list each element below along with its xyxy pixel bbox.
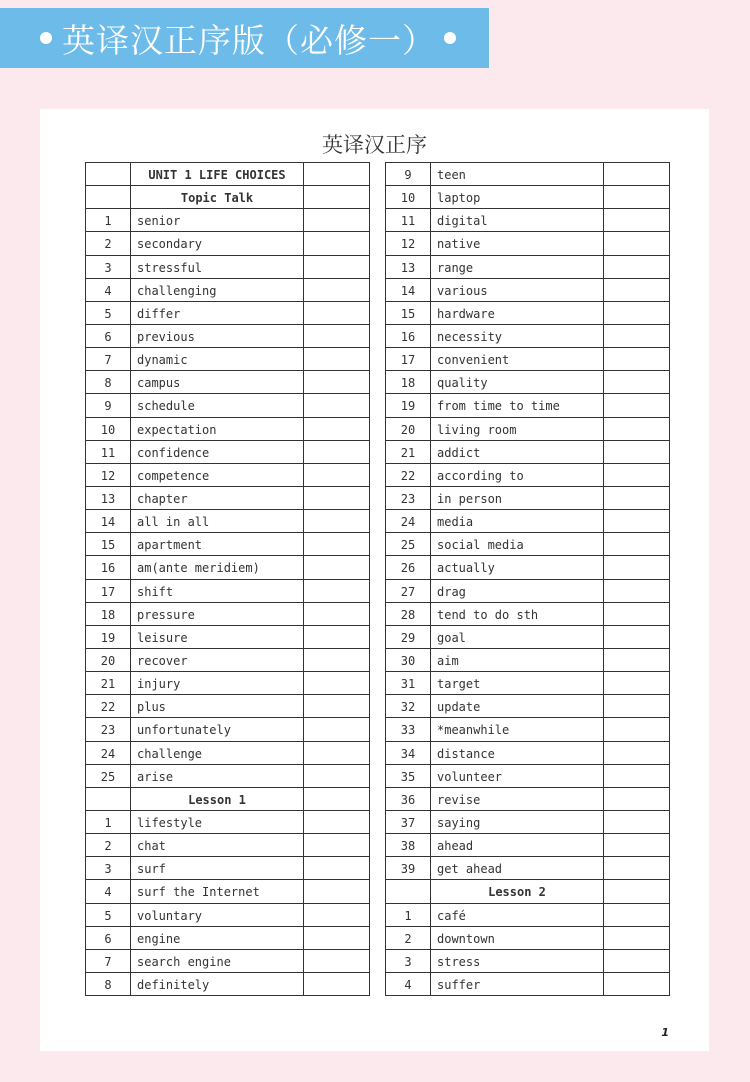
english-word: secondary bbox=[131, 232, 304, 255]
translation-blank bbox=[604, 463, 670, 486]
section-heading-row bbox=[86, 163, 370, 186]
vocab-row bbox=[386, 787, 670, 810]
translation-blank bbox=[604, 903, 670, 926]
row-number: 17 bbox=[386, 348, 431, 371]
row-number: 1 bbox=[386, 903, 431, 926]
translation-blank bbox=[304, 810, 370, 833]
english-word: campus bbox=[131, 371, 304, 394]
row-number: 25 bbox=[386, 533, 431, 556]
row-number: 16 bbox=[86, 556, 131, 579]
english-word: teen bbox=[431, 163, 604, 186]
vocab-row bbox=[86, 301, 370, 324]
translation-blank bbox=[604, 209, 670, 232]
row-number: 10 bbox=[86, 417, 131, 440]
row-number: 14 bbox=[86, 510, 131, 533]
translation-blank bbox=[304, 741, 370, 764]
vocab-row bbox=[86, 533, 370, 556]
english-word: surf bbox=[131, 857, 304, 880]
vocab-row bbox=[86, 857, 370, 880]
row-number: 13 bbox=[86, 486, 131, 509]
english-word: voluntary bbox=[131, 903, 304, 926]
english-word: various bbox=[431, 278, 604, 301]
translation-blank bbox=[304, 324, 370, 347]
translation-blank bbox=[304, 186, 370, 209]
row-number: 4 bbox=[86, 278, 131, 301]
vocab-row bbox=[386, 417, 670, 440]
translation-blank bbox=[604, 186, 670, 209]
vocab-row bbox=[86, 232, 370, 255]
english-word: schedule bbox=[131, 394, 304, 417]
translation-blank bbox=[304, 348, 370, 371]
row-number: 12 bbox=[386, 232, 431, 255]
english-word: saying bbox=[431, 810, 604, 833]
english-word: goal bbox=[431, 625, 604, 648]
translation-blank bbox=[604, 764, 670, 787]
vocab-row bbox=[86, 972, 370, 995]
section-heading: Lesson 1 bbox=[131, 787, 304, 810]
translation-blank bbox=[304, 764, 370, 787]
vocab-row bbox=[86, 741, 370, 764]
row-number bbox=[86, 163, 131, 186]
translation-blank bbox=[604, 371, 670, 394]
row-number: 5 bbox=[86, 903, 131, 926]
row-number: 22 bbox=[386, 463, 431, 486]
translation-blank bbox=[604, 949, 670, 972]
translation-blank bbox=[604, 834, 670, 857]
vocab-row bbox=[86, 764, 370, 787]
translation-blank bbox=[604, 695, 670, 718]
row-number: 24 bbox=[86, 741, 131, 764]
row-number: 2 bbox=[86, 232, 131, 255]
vocab-row bbox=[386, 834, 670, 857]
english-word: arise bbox=[131, 764, 304, 787]
vocab-row bbox=[86, 278, 370, 301]
row-number: 24 bbox=[386, 510, 431, 533]
translation-blank bbox=[604, 787, 670, 810]
translation-blank bbox=[304, 510, 370, 533]
row-number: 25 bbox=[86, 764, 131, 787]
english-word: suffer bbox=[431, 972, 604, 995]
row-number: 32 bbox=[386, 695, 431, 718]
row-number: 20 bbox=[386, 417, 431, 440]
translation-blank bbox=[604, 255, 670, 278]
english-word: injury bbox=[131, 672, 304, 695]
vocab-row bbox=[386, 810, 670, 833]
row-number: 8 bbox=[86, 972, 131, 995]
row-number: 19 bbox=[386, 394, 431, 417]
translation-blank bbox=[604, 625, 670, 648]
english-word: target bbox=[431, 672, 604, 695]
english-word: volunteer bbox=[431, 764, 604, 787]
translation-blank bbox=[304, 394, 370, 417]
english-word: leisure bbox=[131, 625, 304, 648]
translation-blank bbox=[304, 972, 370, 995]
row-number bbox=[86, 186, 131, 209]
row-number: 4 bbox=[386, 972, 431, 995]
vocab-row bbox=[86, 417, 370, 440]
row-number: 3 bbox=[86, 255, 131, 278]
vocab-row bbox=[86, 834, 370, 857]
translation-blank bbox=[304, 857, 370, 880]
row-number: 18 bbox=[386, 371, 431, 394]
english-word: range bbox=[431, 255, 604, 278]
vocab-row bbox=[86, 579, 370, 602]
translation-blank bbox=[304, 949, 370, 972]
vocab-row bbox=[386, 695, 670, 718]
vocab-row bbox=[86, 602, 370, 625]
vocab-row bbox=[386, 394, 670, 417]
translation-blank bbox=[304, 926, 370, 949]
english-word: recover bbox=[131, 648, 304, 671]
english-word: am(ante meridiem) bbox=[131, 556, 304, 579]
vocab-row bbox=[386, 186, 670, 209]
row-number: 33 bbox=[386, 718, 431, 741]
row-number: 7 bbox=[86, 949, 131, 972]
row-number: 11 bbox=[386, 209, 431, 232]
translation-blank bbox=[304, 232, 370, 255]
bullet-dot-icon bbox=[444, 32, 456, 44]
vocab-row bbox=[386, 949, 670, 972]
english-word: in person bbox=[431, 486, 604, 509]
vocab-row bbox=[386, 903, 670, 926]
row-number: 11 bbox=[86, 440, 131, 463]
translation-blank bbox=[304, 648, 370, 671]
vocab-row bbox=[86, 394, 370, 417]
vocab-row bbox=[86, 903, 370, 926]
row-number: 26 bbox=[386, 556, 431, 579]
vocab-row bbox=[386, 926, 670, 949]
row-number: 9 bbox=[386, 163, 431, 186]
vocab-row bbox=[86, 926, 370, 949]
vocab-row bbox=[386, 301, 670, 324]
translation-blank bbox=[304, 625, 370, 648]
page-title: 英译汉正序 bbox=[322, 133, 427, 157]
translation-blank bbox=[604, 440, 670, 463]
row-number: 18 bbox=[86, 602, 131, 625]
vocab-row bbox=[386, 278, 670, 301]
english-word: tend to do sth bbox=[431, 602, 604, 625]
translation-blank bbox=[604, 348, 670, 371]
english-word: surf the Internet bbox=[131, 880, 304, 903]
row-number: 3 bbox=[386, 949, 431, 972]
vocab-row bbox=[86, 440, 370, 463]
row-number: 21 bbox=[386, 440, 431, 463]
translation-blank bbox=[304, 556, 370, 579]
row-number: 28 bbox=[386, 602, 431, 625]
english-word: social media bbox=[431, 533, 604, 556]
translation-blank bbox=[604, 926, 670, 949]
english-word: shift bbox=[131, 579, 304, 602]
english-word: necessity bbox=[431, 324, 604, 347]
row-number: 21 bbox=[86, 672, 131, 695]
translation-blank bbox=[304, 880, 370, 903]
row-number: 1 bbox=[86, 209, 131, 232]
vocab-row bbox=[86, 209, 370, 232]
vocab-row bbox=[386, 440, 670, 463]
english-word: living room bbox=[431, 417, 604, 440]
vocab-row bbox=[386, 972, 670, 995]
english-word: engine bbox=[131, 926, 304, 949]
translation-blank bbox=[304, 209, 370, 232]
vocab-table-right bbox=[385, 162, 670, 996]
english-word: challenging bbox=[131, 278, 304, 301]
translation-blank bbox=[604, 394, 670, 417]
translation-blank bbox=[604, 556, 670, 579]
english-word: media bbox=[431, 510, 604, 533]
vocab-row bbox=[86, 348, 370, 371]
translation-blank bbox=[604, 648, 670, 671]
row-number: 5 bbox=[86, 301, 131, 324]
section-heading: UNIT 1 LIFE CHOICES bbox=[131, 163, 304, 186]
english-word: senior bbox=[131, 209, 304, 232]
row-number: 8 bbox=[86, 371, 131, 394]
english-word: downtown bbox=[431, 926, 604, 949]
section-heading-row bbox=[86, 186, 370, 209]
vocab-row bbox=[386, 255, 670, 278]
english-word: addict bbox=[431, 440, 604, 463]
row-number: 29 bbox=[386, 625, 431, 648]
row-number bbox=[86, 787, 131, 810]
english-word: laptop bbox=[431, 186, 604, 209]
english-word: café bbox=[431, 903, 604, 926]
vocab-row bbox=[86, 371, 370, 394]
vocab-row bbox=[386, 672, 670, 695]
english-word: challenge bbox=[131, 741, 304, 764]
row-number: 10 bbox=[386, 186, 431, 209]
vocab-row bbox=[386, 209, 670, 232]
translation-blank bbox=[304, 787, 370, 810]
english-word: apartment bbox=[131, 533, 304, 556]
translation-blank bbox=[604, 163, 670, 186]
translation-blank bbox=[604, 810, 670, 833]
english-word: lifestyle bbox=[131, 810, 304, 833]
vocab-row bbox=[86, 672, 370, 695]
row-number: 36 bbox=[386, 787, 431, 810]
translation-blank bbox=[304, 533, 370, 556]
row-number: 34 bbox=[386, 741, 431, 764]
english-word: chapter bbox=[131, 486, 304, 509]
translation-blank bbox=[604, 324, 670, 347]
vocab-row bbox=[386, 371, 670, 394]
vocab-row bbox=[86, 880, 370, 903]
translation-blank bbox=[604, 602, 670, 625]
vocab-row bbox=[386, 533, 670, 556]
translation-blank bbox=[604, 417, 670, 440]
english-word: distance bbox=[431, 741, 604, 764]
english-word: *meanwhile bbox=[431, 718, 604, 741]
english-word: definitely bbox=[131, 972, 304, 995]
english-word: dynamic bbox=[131, 348, 304, 371]
row-number: 31 bbox=[386, 672, 431, 695]
row-number: 1 bbox=[86, 810, 131, 833]
row-number: 7 bbox=[86, 348, 131, 371]
translation-blank bbox=[304, 672, 370, 695]
translation-blank bbox=[304, 718, 370, 741]
translation-blank bbox=[604, 718, 670, 741]
vocab-row bbox=[86, 695, 370, 718]
english-word: drag bbox=[431, 579, 604, 602]
english-word: expectation bbox=[131, 417, 304, 440]
english-word: competence bbox=[131, 463, 304, 486]
english-word: search engine bbox=[131, 949, 304, 972]
translation-blank bbox=[604, 972, 670, 995]
row-number: 35 bbox=[386, 764, 431, 787]
translation-blank bbox=[604, 741, 670, 764]
english-word: from time to time bbox=[431, 394, 604, 417]
vocab-row bbox=[86, 949, 370, 972]
vocab-row bbox=[386, 625, 670, 648]
page-number: 1 bbox=[661, 1026, 669, 1039]
vocab-row bbox=[386, 718, 670, 741]
section-heading: Lesson 2 bbox=[431, 880, 604, 903]
row-number: 16 bbox=[386, 324, 431, 347]
english-word: chat bbox=[131, 834, 304, 857]
row-number: 15 bbox=[86, 533, 131, 556]
row-number: 38 bbox=[386, 834, 431, 857]
vocab-row bbox=[386, 324, 670, 347]
bullet-dot-icon bbox=[40, 32, 52, 44]
translation-blank bbox=[604, 672, 670, 695]
row-number: 2 bbox=[86, 834, 131, 857]
vocab-row bbox=[86, 625, 370, 648]
english-word: get ahead bbox=[431, 857, 604, 880]
vocab-row bbox=[386, 486, 670, 509]
translation-blank bbox=[304, 834, 370, 857]
translation-blank bbox=[304, 602, 370, 625]
section-heading-row bbox=[386, 880, 670, 903]
english-word: convenient bbox=[431, 348, 604, 371]
english-word: unfortunately bbox=[131, 718, 304, 741]
vocab-row bbox=[86, 255, 370, 278]
translation-blank bbox=[304, 163, 370, 186]
vocab-row bbox=[386, 648, 670, 671]
document-page bbox=[40, 109, 709, 1051]
row-number: 9 bbox=[86, 394, 131, 417]
vocab-row bbox=[386, 602, 670, 625]
row-number: 20 bbox=[86, 648, 131, 671]
english-word: ahead bbox=[431, 834, 604, 857]
row-number: 12 bbox=[86, 463, 131, 486]
english-word: update bbox=[431, 695, 604, 718]
vocab-row bbox=[86, 810, 370, 833]
english-word: quality bbox=[431, 371, 604, 394]
row-number: 23 bbox=[86, 718, 131, 741]
vocab-row bbox=[386, 510, 670, 533]
english-word: actually bbox=[431, 556, 604, 579]
banner-title: 英译汉正序版（必修一） bbox=[62, 20, 436, 60]
vocab-row bbox=[86, 718, 370, 741]
english-word: differ bbox=[131, 301, 304, 324]
translation-blank bbox=[604, 510, 670, 533]
english-word: hardware bbox=[431, 301, 604, 324]
vocab-table-left bbox=[85, 162, 370, 996]
vocab-row bbox=[386, 348, 670, 371]
translation-blank bbox=[304, 417, 370, 440]
vocab-row bbox=[386, 857, 670, 880]
translation-blank bbox=[304, 695, 370, 718]
translation-blank bbox=[604, 533, 670, 556]
translation-blank bbox=[304, 301, 370, 324]
row-number: 15 bbox=[386, 301, 431, 324]
vocab-row bbox=[386, 741, 670, 764]
english-word: revise bbox=[431, 787, 604, 810]
translation-blank bbox=[304, 371, 370, 394]
row-number: 17 bbox=[86, 579, 131, 602]
translation-blank bbox=[304, 486, 370, 509]
translation-blank bbox=[304, 440, 370, 463]
translation-blank bbox=[604, 857, 670, 880]
translation-blank bbox=[604, 278, 670, 301]
translation-blank bbox=[304, 579, 370, 602]
vocab-row bbox=[386, 463, 670, 486]
row-number: 27 bbox=[386, 579, 431, 602]
vocab-row bbox=[386, 579, 670, 602]
english-word: confidence bbox=[131, 440, 304, 463]
translation-blank bbox=[304, 903, 370, 926]
section-heading-row bbox=[86, 787, 370, 810]
vocab-row bbox=[386, 556, 670, 579]
english-word: aim bbox=[431, 648, 604, 671]
vocab-row bbox=[86, 510, 370, 533]
translation-blank bbox=[604, 880, 670, 903]
translation-blank bbox=[304, 463, 370, 486]
english-word: previous bbox=[131, 324, 304, 347]
english-word: stress bbox=[431, 949, 604, 972]
header-banner bbox=[0, 8, 489, 68]
row-number: 23 bbox=[386, 486, 431, 509]
english-word: all in all bbox=[131, 510, 304, 533]
english-word: plus bbox=[131, 695, 304, 718]
row-number: 2 bbox=[386, 926, 431, 949]
vocab-row bbox=[386, 163, 670, 186]
english-word: stressful bbox=[131, 255, 304, 278]
english-word: native bbox=[431, 232, 604, 255]
english-word: according to bbox=[431, 463, 604, 486]
row-number bbox=[386, 880, 431, 903]
translation-blank bbox=[304, 255, 370, 278]
vocab-row bbox=[86, 648, 370, 671]
row-number: 6 bbox=[86, 324, 131, 347]
english-word: digital bbox=[431, 209, 604, 232]
vocab-row bbox=[386, 232, 670, 255]
row-number: 3 bbox=[86, 857, 131, 880]
translation-blank bbox=[304, 278, 370, 301]
translation-blank bbox=[604, 579, 670, 602]
row-number: 14 bbox=[386, 278, 431, 301]
row-number: 13 bbox=[386, 255, 431, 278]
translation-blank bbox=[604, 301, 670, 324]
section-heading: Topic Talk bbox=[131, 186, 304, 209]
translation-blank bbox=[604, 486, 670, 509]
row-number: 4 bbox=[86, 880, 131, 903]
translation-blank bbox=[604, 232, 670, 255]
english-word: pressure bbox=[131, 602, 304, 625]
vocab-row bbox=[86, 486, 370, 509]
row-number: 19 bbox=[86, 625, 131, 648]
row-number: 6 bbox=[86, 926, 131, 949]
row-number: 22 bbox=[86, 695, 131, 718]
row-number: 39 bbox=[386, 857, 431, 880]
vocab-row bbox=[86, 463, 370, 486]
vocab-row bbox=[86, 324, 370, 347]
vocab-row bbox=[86, 556, 370, 579]
row-number: 37 bbox=[386, 810, 431, 833]
row-number: 30 bbox=[386, 648, 431, 671]
vocab-row bbox=[386, 764, 670, 787]
